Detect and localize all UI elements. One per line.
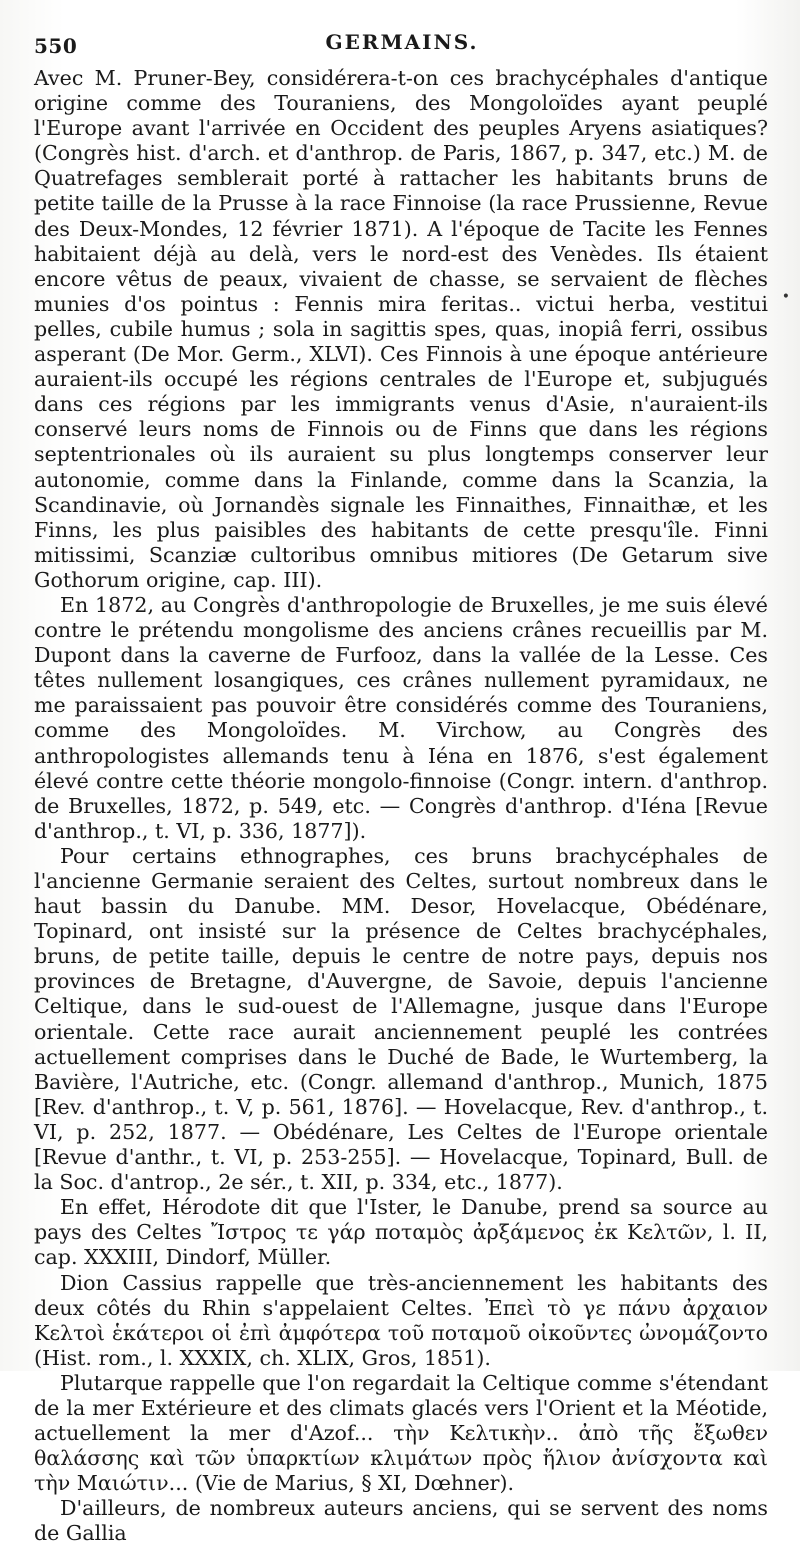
paragraph-7: D'ailleurs, de nombreux auteurs anciens, qui se servent des noms de Gallia bbox=[34, 1496, 768, 1546]
page-number: 550 bbox=[34, 34, 78, 58]
paragraph-4: En effet, Hérodote dit que l'Ister, le Danube, prend sa source au pays des Celtes Ἴστρος τε γάρ ποταμὸς ἀρξάμενος ἐκ Κελτῶν, l. II, cap. XXXIII, Dindorf, Müller. bbox=[34, 1195, 768, 1270]
paragraph-6: Plutarque rappelle que l'on regardait la Celtique comme s'étendant de la mer Extérieure et des climats glacés vers l'Orient et la Méotide, actuellement la mer d'Azof... τὴν Κελτικὴν.. ἀπὸ τῆς ἔξωθεν θαλάσσης καὶ τῶν ὑπαρκτίων κλιμάτων πρὸς ἥλιον ἀνίσχοντα καὶ τὴν Μαιώτιν... (Vie de Marius, § XI, Dœhner). bbox=[34, 1370, 768, 1496]
paragraph-1: Avec M. Pruner-Bey, considérera-t-on ces brachycéphales d'antique origine comme des Touraniens, des Mongoloïdes ayant peuplé l'Europe avant l'arrivée en Occident des peuples Aryens asiatiques? (Congrès hist. d'arch. et d'anthrop. de Paris, 1867, p. 347, etc.) M. de Quatrefages semblerait porté à rattacher les habitants bruns de petite taille de la Prusse à la race Finnoise (la race Prussienne, Revue des Deux-Mondes, 12 février 1871). A l'époque de Tacite les Fennes habitaient déjà au delà, vers le nord-est des Venèdes. Ils étaient encore vêtus de peaux, vivaient de chasse, se servaient de flèches munies d'os pointus : Fennis mira feritas.. victui herba, vestitui pelles, cubile humus ; sola in sagittis spes, quas, inopiâ ferri, ossibus asperant (De Mor. Germ., XLVI). Ces Finnois à une époque antérieure auraient-ils occupé les régions centrales de l'Europe et, subjugués dans ces régions par les immigrants venus d'Asie, n'auraient-ils conservé leurs noms de Finnois ou de Finns que dans les régions septentrionales où ils auraient su plus longtemps conserver leur autonomie, comme dans la Finlande, comme dans la Scanzia, la Scandinavie, où Jornandès signale les Finnaithes, Finnaithæ, et les Finns, les plus paisibles des habitants de cette presqu'île. Finni mitissimi, Scanziæ cultoribus omnibus mitiores (De Getarum sive Gothorum origine, cap. III). bbox=[34, 66, 768, 592]
margin-mark: • bbox=[781, 289, 790, 305]
paragraph-3: Pour certains ethnographes, ces bruns brachycéphales de l'ancienne Germanie seraient des Celtes, surtout nombreux dans le haut bassin du Danube. MM. Desor, Hovelacque, Obédénare, Topinard, ont insisté sur la présence de Celtes brachycéphales, bruns, de petite taille, depuis le centre de notre pays, depuis nos provinces de Bretagne, d'Auvergne, de Savoie, depuis l'ancienne Celtique, dans le sud-ouest de l'Allemagne, jusque dans l'Europe orientale. Cette race aurait anciennement peuplé les contrées actuellement comprises dans le Duché de Bade, le Wurtemberg, la Bavière, l'Autriche, etc. (Congr. allemand d'anthrop., Munich, 1875 [Rev. d'anthrop., t. V, p. 561, 1876]. — Hovelacque, Rev. d'anthrop., t. VI, p. 252, 1877. — Obédénare, Les Celtes de l'Europe orientale [Revue d'anthr., t. VI, p. 253-255]. — Hovelacque, Topinard, Bull. de la Soc. d'antrop., 2e sér., t. XII, p. 334, etc., 1877). bbox=[34, 843, 768, 1195]
paragraph-2: En 1872, au Congrès d'anthropologie de Bruxelles, je me suis élevé contre le prétendu mongolisme des anciens crânes recueillis par M. Dupont dans la caverne de Furfooz, dans la vallée de la Lesse. Ces têtes nullement losangiques, ces crânes nullement pyramidaux, ne me paraissaient pas pouvoir être considérés comme des Touraniens, comme des Mongoloïdes. M. Virchow, au Congrès des anthropologistes allemands tenu à Iéna en 1876, s'est également élevé contre cette théorie mongolo-finnoise (Congr. intern. d'anthrop. de Bruxelles, 1872, p. 549, etc. — Congrès d'anthrop. d'Iéna [Revue d'anthrop., t. VI, p. 336, 1877]). bbox=[34, 592, 768, 843]
page-header bbox=[34, 22, 770, 58]
paragraph-5: Dion Cassius rappelle que très-anciennement les habitants des deux côtés du Rhin s'appelaient Celtes. Ἐπεὶ τὸ γε πάνυ ἀρχαιον Κελτοὶ ἑκάτεροι οἱ ἐπὶ ἀμφότερα τοῦ ποταμοῦ οἰκοῦντες ὠνομάζοντο (Hist. rom., l. XXXIX, ch. XLIX, Gros, 1851). bbox=[34, 1270, 768, 1370]
body-text bbox=[34, 66, 768, 1547]
running-title: GERMAINS. bbox=[325, 30, 479, 54]
